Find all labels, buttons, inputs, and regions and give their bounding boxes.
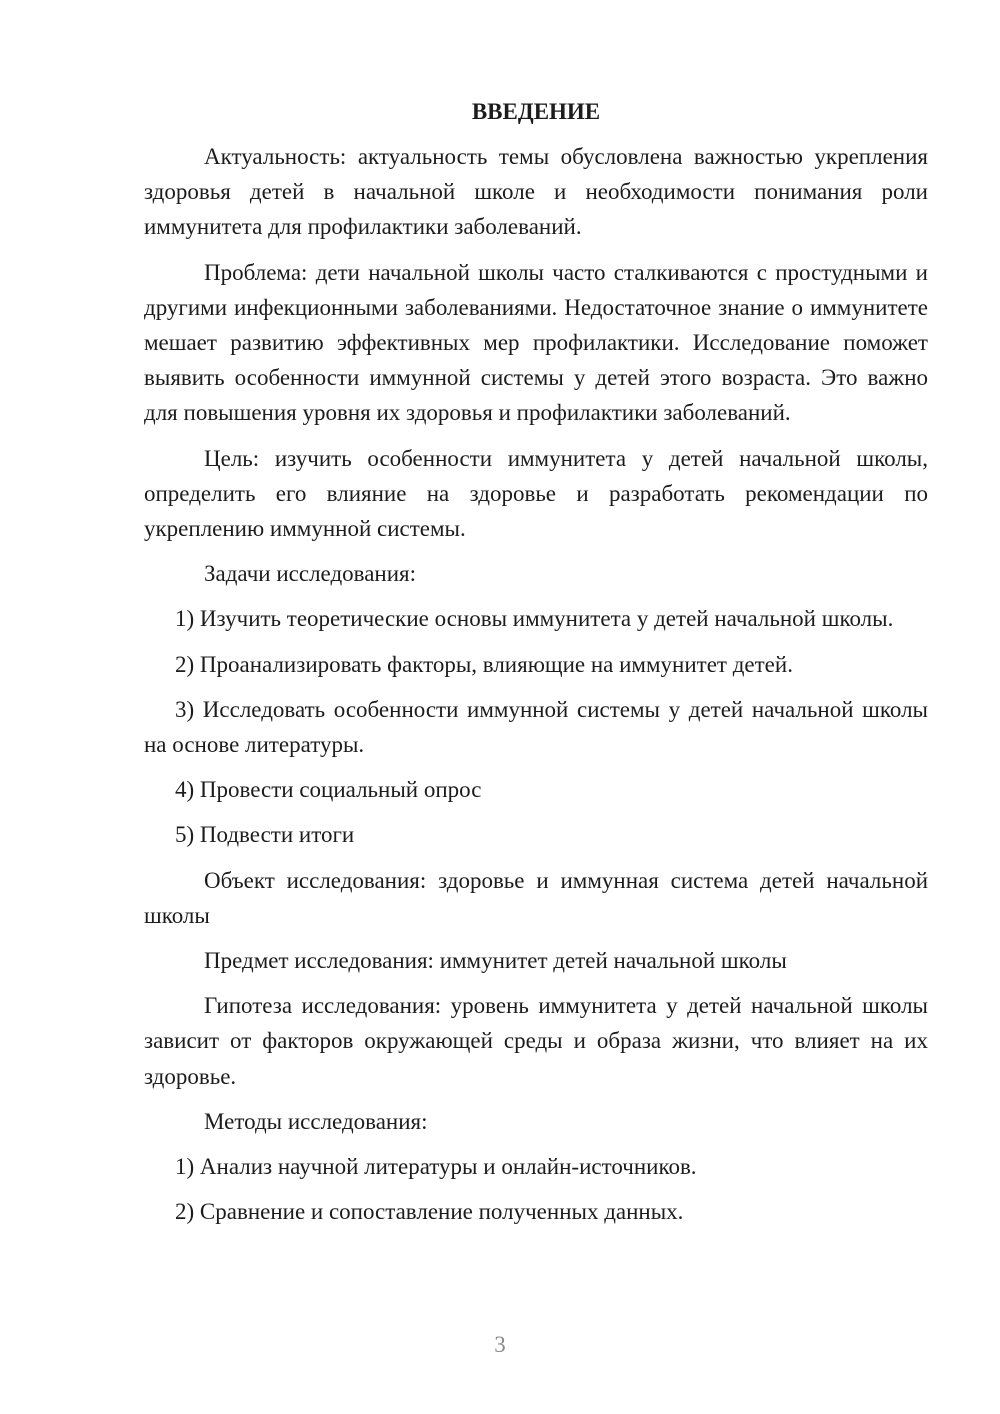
method-item: 2) Сравнение и сопоставление полученных данных. [175, 1199, 684, 1225]
task-item: 1) Изучить теоретические основы иммунитета у детей начальной школы. [175, 606, 894, 632]
task-item: 5) Подвести итоги [175, 822, 355, 848]
methods-heading: Методы исследования: [204, 1108, 428, 1134]
task-item: 4) Провести социальный опрос [175, 777, 482, 803]
object-paragraph: Объект исследования: здоровье и иммунная система детей начальной школы [144, 867, 928, 928]
page-number: 3 [494, 1332, 506, 1357]
page-title: ВВЕДЕНИЕ [471, 99, 601, 124]
problem-paragraph: Проблема: дети начальной школы часто сталкиваются с простудными и другими инфекционными заболеваниями. Недостаточное знание о иммунитете мешает развитию эффективных мер профилактики. Исследование поможет выявить особенности иммунной системы у детей этого возраста. Это важно для повышения уровня их здоровья и профилактики заболеваний. [144, 259, 928, 426]
relevance-paragraph: Актуальность: актуальность темы обусловлена важностью укрепления здоровья детей в начальной школе и необходимости понимания роли иммунитета для профилактики заболеваний. [144, 144, 928, 240]
tasks-heading: Задачи исследования: [204, 561, 417, 587]
task-item: 3) Исследовать особенности иммунной системы у детей начальной школы на основе литературы. [144, 696, 928, 758]
method-item: 1) Анализ научной литературы и онлайн-источников. [175, 1154, 697, 1180]
hypothesis-paragraph: Гипотеза исследования: уровень иммунитета у детей начальной школы зависит от факторов окружающей среды и образа жизни, что влияет на их здоровье. [144, 993, 928, 1089]
page-content [144, 94, 928, 1229]
subject-paragraph: Предмет исследования: иммунитет детей начальной школы [204, 948, 787, 974]
goal-paragraph: Цель: изучить особенности иммунитета у детей начальной школы, определить его влияние на здоровье и разработать рекомендации по укреплению иммунной системы. [144, 445, 928, 542]
task-item: 2) Проанализировать факторы, влияющие на иммунитет детей. [175, 651, 793, 677]
